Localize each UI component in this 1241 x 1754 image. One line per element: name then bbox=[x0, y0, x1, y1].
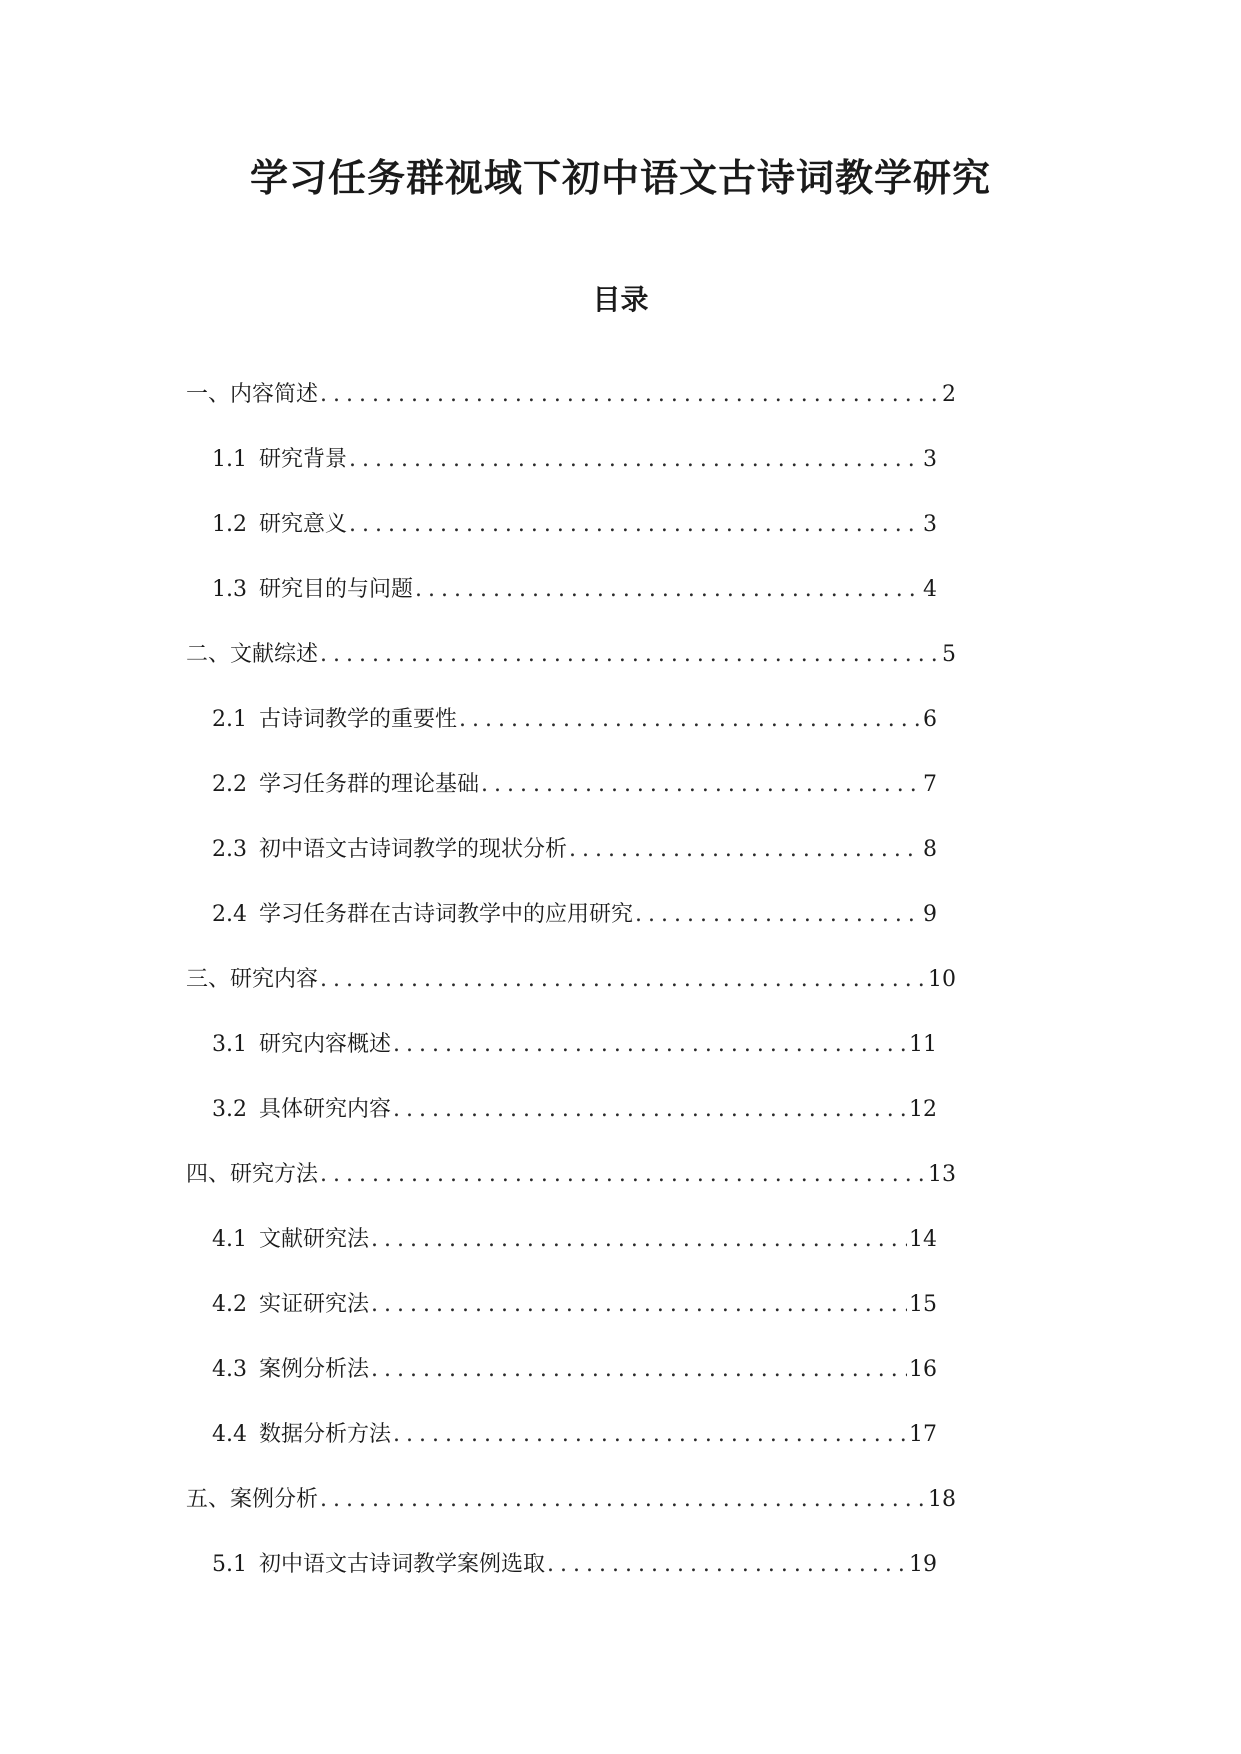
toc-subsection-entry[interactable] bbox=[186, 1030, 937, 1095]
toc-subsection-entry[interactable] bbox=[186, 510, 937, 575]
toc-page-number: 9 bbox=[923, 902, 937, 927]
toc-dot-leader bbox=[635, 900, 921, 930]
toc-entry-number: 1.2 bbox=[212, 512, 247, 537]
toc-entry-number: 2.3 bbox=[212, 837, 247, 862]
toc-entry-number: 4.1 bbox=[212, 1227, 247, 1252]
toc-page-number: 15 bbox=[909, 1292, 937, 1317]
toc-dot-leader bbox=[547, 1550, 907, 1580]
toc-entry-number: 3.1 bbox=[212, 1032, 247, 1057]
toc-entry-label: 二、文献综述 bbox=[186, 642, 319, 667]
toc-dot-leader bbox=[371, 1225, 907, 1255]
toc-dot-leader bbox=[393, 1030, 907, 1060]
toc-subsection-entry[interactable] bbox=[186, 575, 937, 640]
toc-dot-leader bbox=[415, 575, 921, 605]
toc-dot-leader bbox=[320, 965, 926, 995]
toc-section-entry[interactable] bbox=[186, 1485, 956, 1550]
toc-page-number: 19 bbox=[909, 1552, 937, 1577]
toc-entry-label: 四、研究方法 bbox=[186, 1162, 319, 1187]
toc-page-number: 17 bbox=[909, 1422, 937, 1447]
toc-entry-label: 数据分析方法 bbox=[259, 1422, 392, 1447]
toc-entry-label: 古诗词教学的重要性 bbox=[259, 707, 458, 732]
toc-page-number: 4 bbox=[923, 577, 937, 602]
toc-page-number: 16 bbox=[909, 1357, 937, 1382]
toc-page-number: 6 bbox=[923, 707, 937, 732]
toc-subsection-entry[interactable] bbox=[186, 1095, 937, 1160]
toc-page-number: 14 bbox=[909, 1227, 937, 1252]
toc-entry-number: 2.4 bbox=[212, 902, 247, 927]
toc-page-number: 11 bbox=[909, 1032, 937, 1057]
toc-subsection-entry[interactable] bbox=[186, 1420, 937, 1485]
toc-page-number: 10 bbox=[928, 967, 956, 992]
table-of-contents bbox=[186, 380, 956, 1615]
toc-entry-number: 3.2 bbox=[212, 1097, 247, 1122]
toc-entry-label: 研究内容概述 bbox=[259, 1032, 392, 1057]
toc-entry-label: 初中语文古诗词教学的现状分析 bbox=[259, 837, 568, 862]
toc-entry-label: 三、研究内容 bbox=[186, 967, 319, 992]
toc-dot-leader bbox=[481, 770, 921, 800]
toc-entry-label: 研究目的与问题 bbox=[259, 577, 414, 602]
toc-entry-label: 初中语文古诗词教学案例选取 bbox=[259, 1552, 546, 1577]
toc-entry-number: 4.4 bbox=[212, 1422, 247, 1447]
toc-subsection-entry[interactable] bbox=[186, 770, 937, 835]
toc-entry-number: 1.3 bbox=[212, 577, 247, 602]
toc-entry-number: 4.3 bbox=[212, 1357, 247, 1382]
toc-subsection-entry[interactable] bbox=[186, 835, 937, 900]
toc-entry-label: 五、案例分析 bbox=[186, 1487, 319, 1512]
toc-heading: 目录 bbox=[592, 283, 649, 316]
toc-page-number: 7 bbox=[923, 772, 937, 797]
toc-section-entry[interactable] bbox=[186, 1160, 956, 1225]
toc-dot-leader bbox=[349, 510, 921, 540]
toc-entry-number: 2.2 bbox=[212, 772, 247, 797]
toc-section-entry[interactable] bbox=[186, 965, 956, 1030]
toc-dot-leader bbox=[320, 1160, 926, 1190]
toc-subsection-entry[interactable] bbox=[186, 1550, 937, 1615]
toc-entry-label: 具体研究内容 bbox=[259, 1097, 392, 1122]
toc-dot-leader bbox=[371, 1355, 907, 1385]
toc-page-number: 8 bbox=[923, 837, 937, 862]
toc-subsection-entry[interactable] bbox=[186, 1355, 937, 1420]
toc-dot-leader bbox=[320, 640, 940, 670]
toc-entry-number: 2.1 bbox=[212, 707, 247, 732]
toc-page-number: 2 bbox=[942, 382, 956, 407]
toc-page-number: 13 bbox=[928, 1162, 956, 1187]
toc-dot-leader bbox=[371, 1290, 907, 1320]
toc-entry-label: 研究意义 bbox=[259, 512, 348, 537]
toc-entry-number: 4.2 bbox=[212, 1292, 247, 1317]
toc-subsection-entry[interactable] bbox=[186, 445, 937, 510]
toc-entry-label: 学习任务群的理论基础 bbox=[259, 772, 480, 797]
toc-subsection-entry[interactable] bbox=[186, 705, 937, 770]
toc-page-number: 3 bbox=[923, 512, 937, 537]
toc-entry-number: 5.1 bbox=[212, 1552, 247, 1577]
toc-entry-label: 研究背景 bbox=[259, 447, 348, 472]
toc-entry-number: 1.1 bbox=[212, 447, 247, 472]
toc-dot-leader bbox=[393, 1095, 907, 1125]
toc-page-number: 12 bbox=[909, 1097, 937, 1122]
toc-page-number: 3 bbox=[923, 447, 937, 472]
toc-subsection-entry[interactable] bbox=[186, 900, 937, 965]
toc-dot-leader bbox=[320, 1485, 926, 1515]
toc-dot-leader bbox=[569, 835, 921, 865]
toc-dot-leader bbox=[393, 1420, 907, 1450]
toc-entry-label: 文献研究法 bbox=[259, 1227, 370, 1252]
toc-subsection-entry[interactable] bbox=[186, 1290, 937, 1355]
toc-dot-leader bbox=[349, 445, 921, 475]
toc-subsection-entry[interactable] bbox=[186, 1225, 937, 1290]
toc-page-number: 18 bbox=[928, 1487, 956, 1512]
toc-dot-leader bbox=[459, 705, 921, 735]
toc-page-number: 5 bbox=[942, 642, 956, 667]
toc-entry-label: 学习任务群在古诗词教学中的应用研究 bbox=[259, 902, 634, 927]
toc-entry-label: 案例分析法 bbox=[259, 1357, 370, 1382]
document-title: 学习任务群视域下初中语文古诗词教学研究 bbox=[249, 155, 991, 200]
toc-section-entry[interactable] bbox=[186, 640, 956, 705]
toc-entry-label: 一、内容简述 bbox=[186, 382, 319, 407]
toc-dot-leader bbox=[320, 380, 940, 410]
toc-entry-label: 实证研究法 bbox=[259, 1292, 370, 1317]
toc-section-entry[interactable] bbox=[186, 380, 956, 445]
